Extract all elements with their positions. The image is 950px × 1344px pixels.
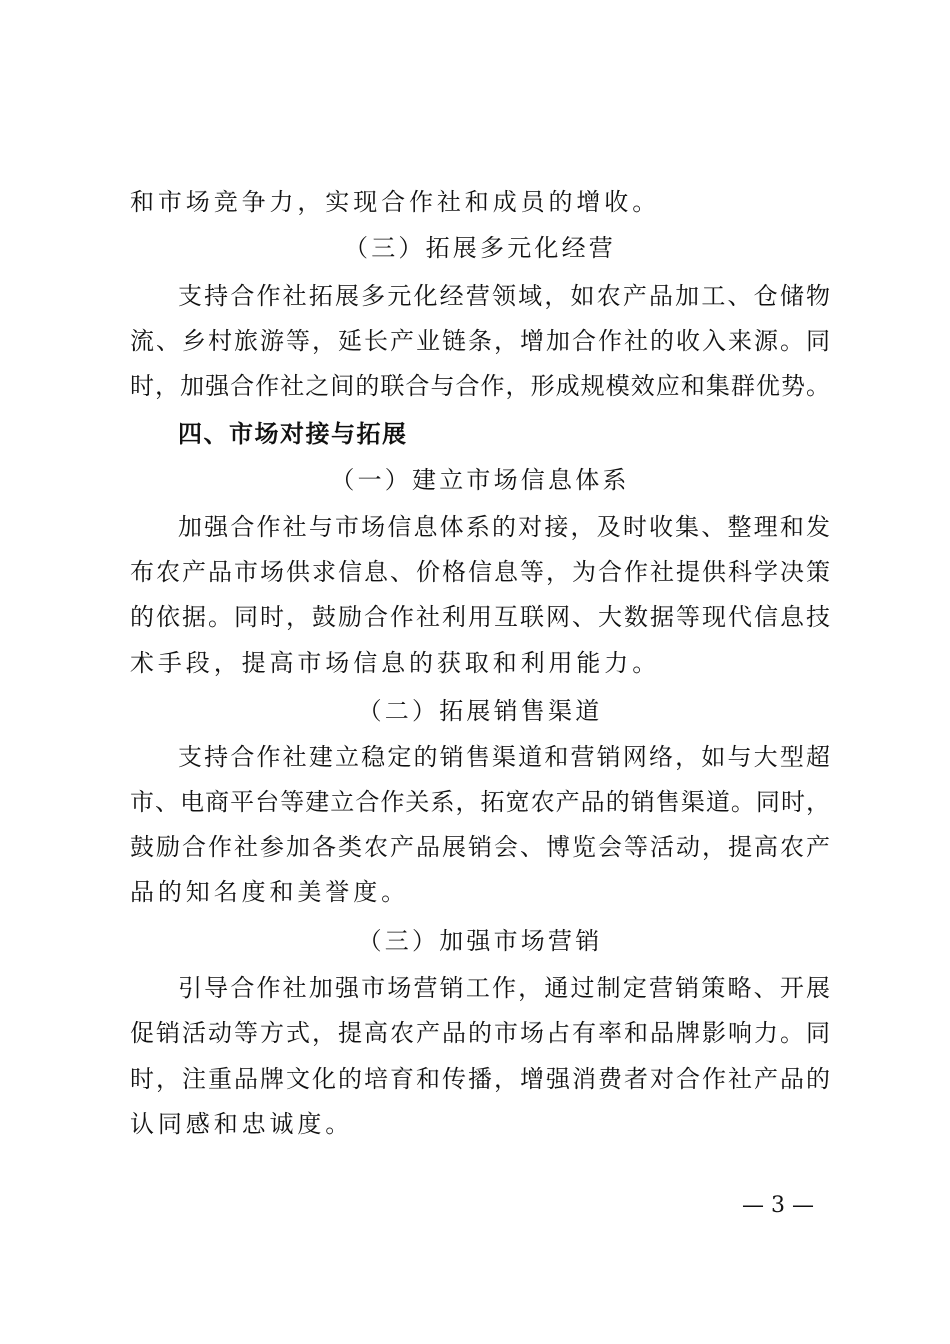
subsection-title: （三）拓展多元化经营 [344, 234, 616, 262]
page-number: — 3 — [742, 1193, 814, 1218]
paragraph-line: 流、乡村旅游等，延长产业链条，增加合作社的收入来源。同 [130, 327, 830, 355]
paragraph-line: 引导合作社加强市场营销工作，通过制定营销策略、开展 [178, 974, 830, 1002]
paragraph-line: 术手段，提高市场信息的获取和利用能力。 [130, 649, 661, 677]
paragraph-line: 品的知名度和美誉度。 [130, 878, 409, 906]
paragraph-line: 的依据。同时，鼓励合作社利用互联网、大数据等现代信息技 [130, 603, 830, 631]
paragraph-line: 时，注重品牌文化的培育和传播，增强消费者对合作社产品的 [130, 1065, 830, 1093]
paragraph-line: 认同感和忠诚度。 [130, 1110, 354, 1138]
paragraph-line: 支持合作社拓展多元化经营领域，如农产品加工、仓储物 [178, 282, 830, 310]
subsection-title: （三）加强市场营销 [357, 927, 603, 955]
paragraph-line: 支持合作社建立稳定的销售渠道和营销网络，如与大型超 [178, 743, 830, 771]
paragraph-line: 鼓励合作社参加各类农产品展销会、博览会等活动，提高农产 [130, 833, 830, 861]
paragraph-line: 市、电商平台等建立合作关系，拓宽农产品的销售渠道。同时， [130, 788, 830, 816]
section-title: 四、市场对接与拓展 [178, 420, 408, 448]
paragraph-line: 和市场竞争力，实现合作社和成员的增收。 [130, 188, 661, 216]
paragraph-line: 时，加强合作社之间的联合与合作，形成规模效应和集群优势。 [130, 372, 830, 400]
paragraph-line: 促销活动等方式，提高农产品的市场占有率和品牌影响力。同 [130, 1019, 830, 1047]
paragraph-line: 加强合作社与市场信息体系的对接，及时收集、整理和发 [178, 513, 830, 541]
paragraph-line: 布农产品市场供求信息、价格信息等，为合作社提供科学决策 [130, 558, 830, 586]
subsection-title: （一）建立市场信息体系 [330, 466, 630, 494]
subsection-title: （二）拓展销售渠道 [357, 697, 603, 725]
